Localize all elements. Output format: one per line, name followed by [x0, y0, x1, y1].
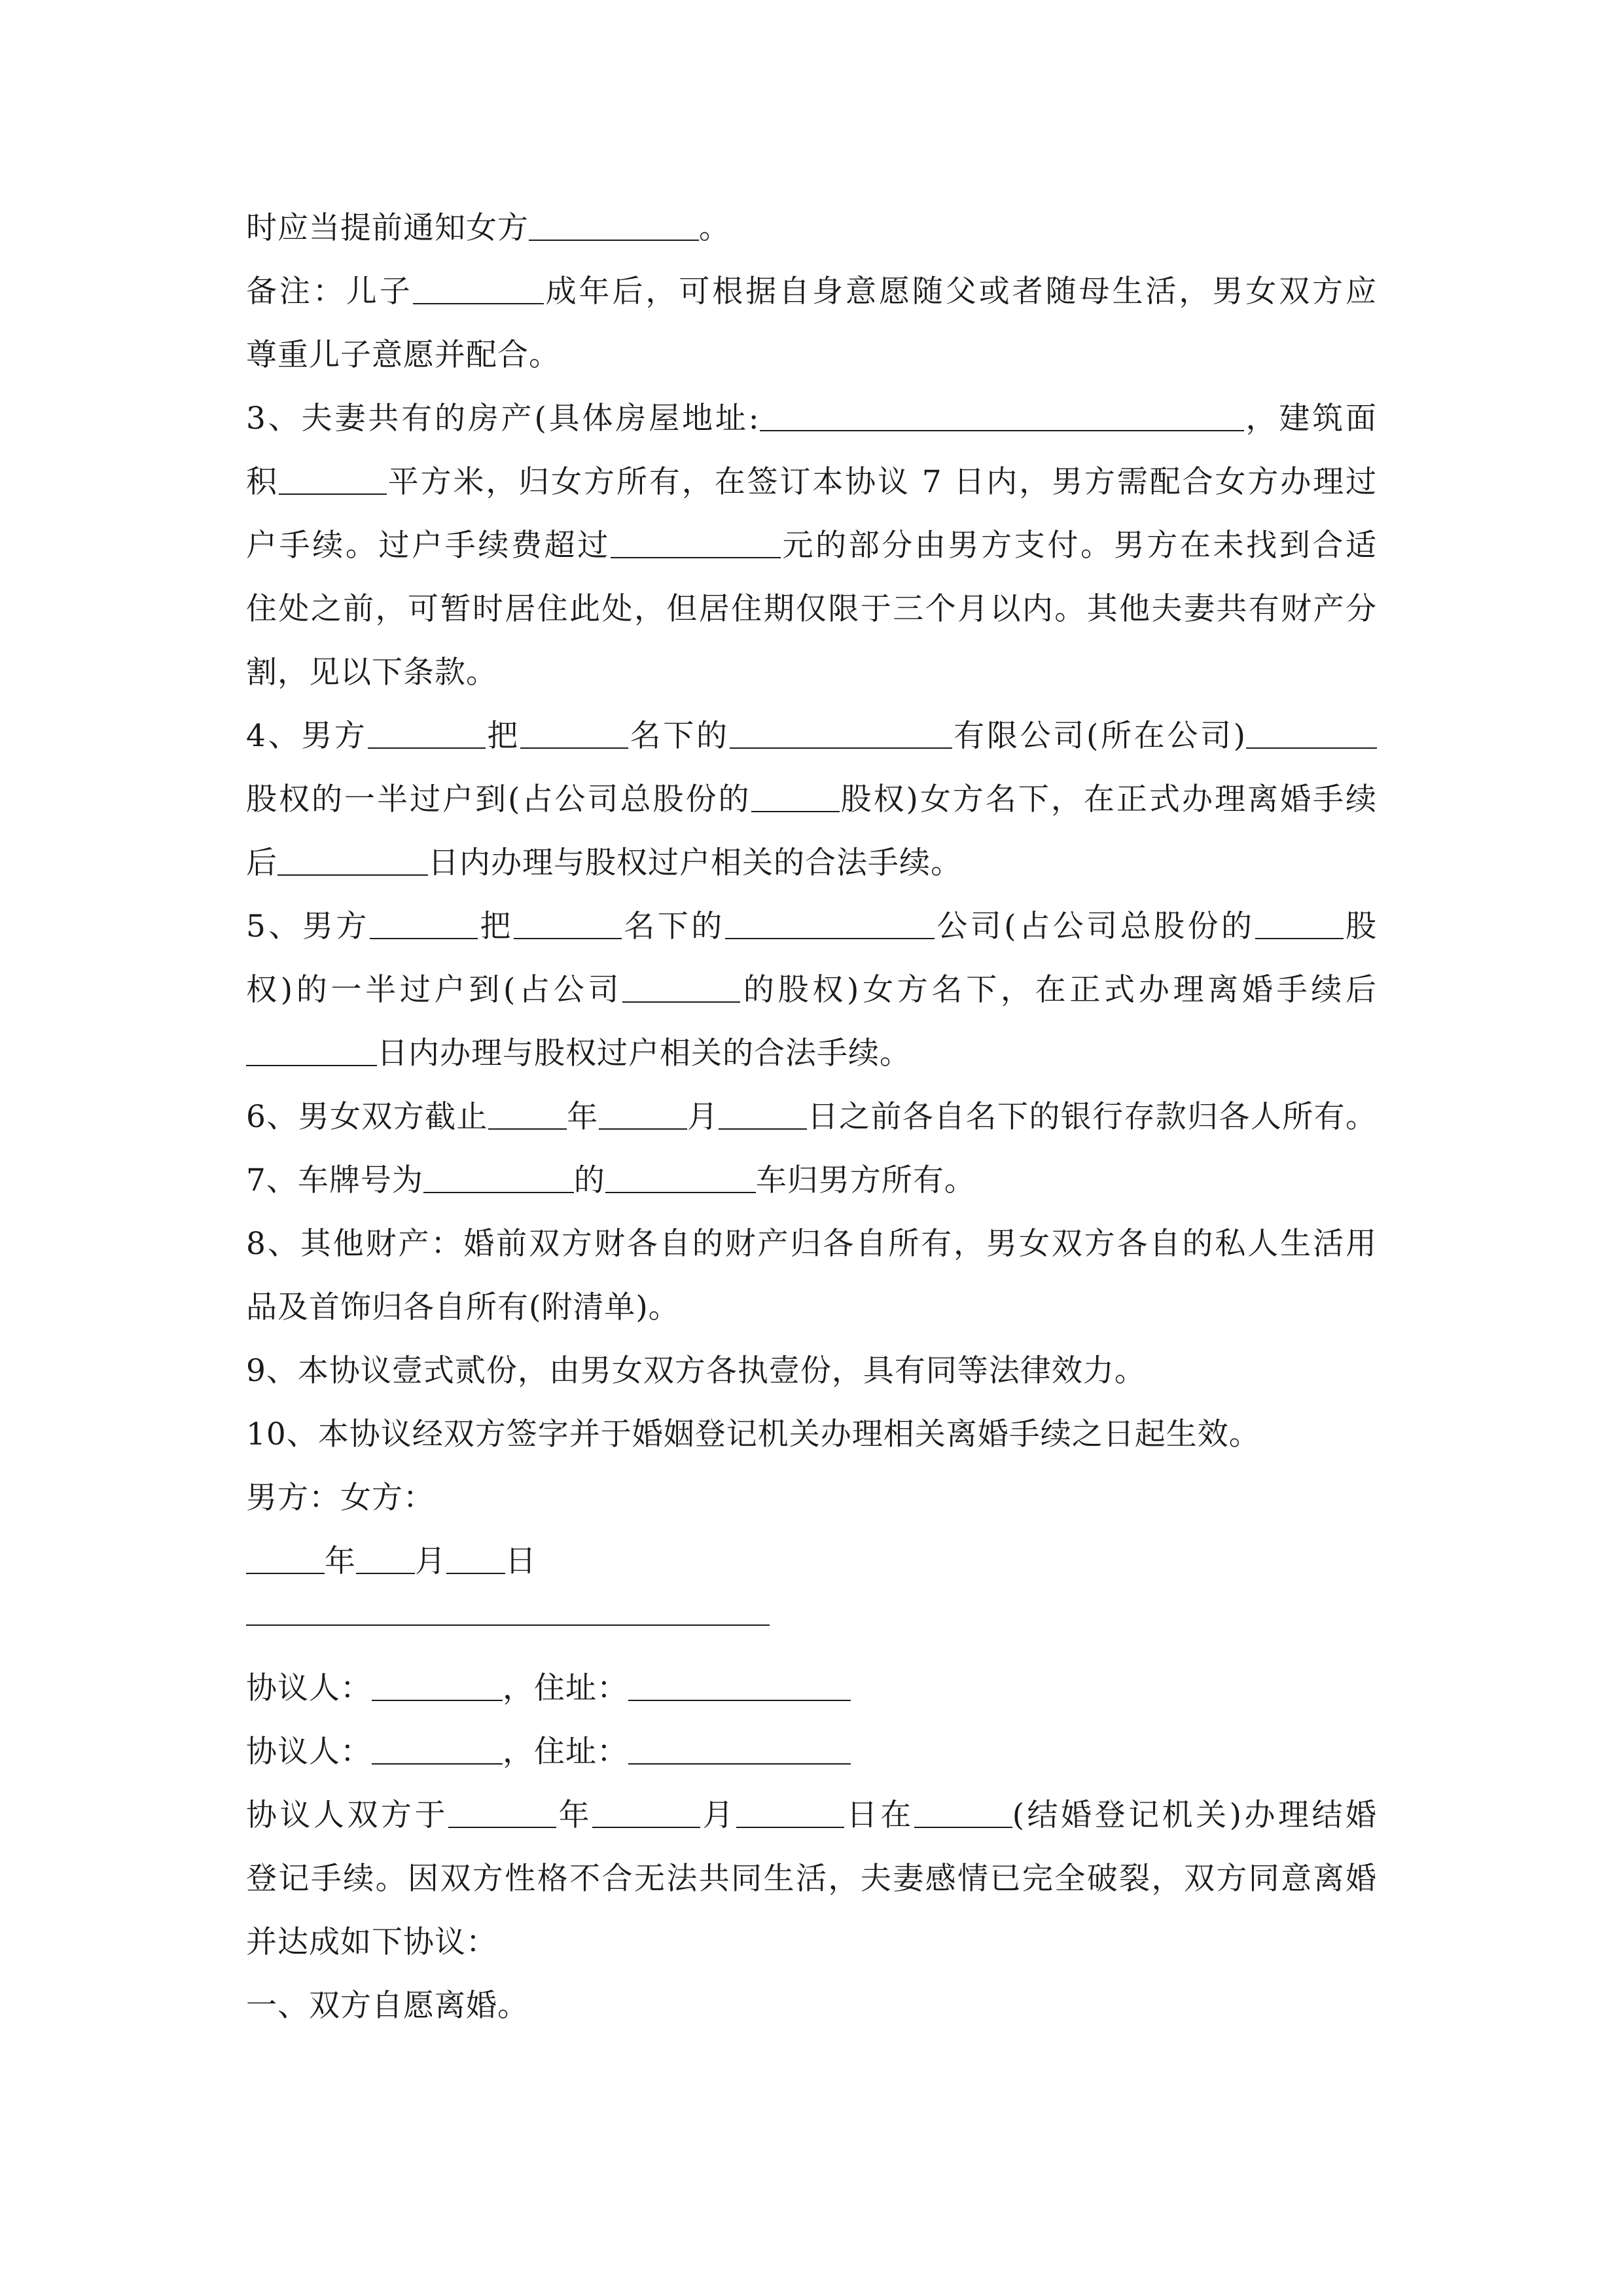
- text-line: [246, 1022, 1377, 1085]
- line-text: 日: [505, 1543, 537, 1579]
- text-line: [246, 1085, 1377, 1149]
- text-line: [246, 768, 1377, 831]
- text-line: [246, 958, 1377, 1022]
- fill-in-blank[interactable]: [370, 912, 478, 939]
- line-text: 车归男方所有。: [755, 1162, 976, 1198]
- party-address-blank[interactable]: [628, 1674, 851, 1701]
- text-line: 尊重儿子意愿并配合。: [246, 337, 560, 373]
- text-line: 住处之前，可暂时居住此处，但居住期仅限于三个月以内。其他夫妻共有财产分: [246, 591, 1377, 627]
- agreement-page: [246, 196, 1377, 2037]
- party-line: [246, 1657, 1377, 1720]
- line-text: 平方米，归女方所有，在签订本协议 7 日内，男方需配合女方办理过: [386, 464, 1378, 500]
- vehicle-blank[interactable]: [605, 1166, 756, 1193]
- line-text: ，住址：: [503, 1734, 628, 1770]
- line-text: 权)的一半过户到(占公司: [246, 972, 623, 1008]
- month-blank[interactable]: [599, 1102, 687, 1130]
- line-text: 积: [246, 464, 279, 500]
- line-text: 协议人：: [246, 1670, 372, 1706]
- line-text: 时应当提前通知女方: [246, 210, 529, 246]
- line-text: 把: [485, 718, 520, 754]
- fill-in-blank[interactable]: [413, 277, 544, 304]
- line-text: 有限公司(所在公司): [952, 718, 1247, 754]
- days-blank[interactable]: [246, 1039, 377, 1066]
- text-line: [246, 895, 1377, 958]
- amount-blank[interactable]: [611, 531, 781, 558]
- text-line: 10、本协议经双方签字并于婚姻登记机关办理相关离婚手续之日起生效。: [246, 1416, 1260, 1452]
- line-text: (结婚登记机关)办理结婚: [1012, 1797, 1378, 1833]
- party-address-blank[interactable]: [628, 1737, 851, 1765]
- separator-rule: [246, 1593, 770, 1626]
- area-blank[interactable]: [279, 467, 387, 495]
- year-blank[interactable]: [488, 1102, 567, 1130]
- line-text: 股: [1343, 908, 1378, 944]
- date-line: [246, 1530, 1377, 1593]
- line-text: ，住址：: [503, 1670, 628, 1706]
- line-text: 元的部分由男方支付。男方在未找到合适: [780, 528, 1377, 564]
- text-line: 并达成如下协议：: [246, 1924, 497, 1960]
- line-text: 4、男方: [246, 718, 368, 754]
- party-line: [246, 1720, 1377, 1784]
- line-text: 公司(占公司总股份的: [934, 908, 1255, 944]
- fill-in-blank[interactable]: [514, 912, 622, 939]
- line-text: 日内办理与股权过户相关的合法手续。: [377, 1035, 911, 1071]
- day-blank[interactable]: [736, 1801, 844, 1828]
- line-text: 7、车牌号为: [246, 1162, 423, 1198]
- line-text: 备注：儿子: [246, 274, 413, 310]
- line-text: 名下的: [621, 908, 725, 944]
- line-text: 日之前各自名下的银行存款归各人所有。: [807, 1099, 1378, 1135]
- day-blank[interactable]: [446, 1547, 505, 1574]
- days-blank[interactable]: [277, 848, 428, 876]
- line-text: 协议人：: [246, 1734, 372, 1770]
- text-line: [246, 831, 1377, 895]
- text-line: 9、本协议壹式贰份，由男女双方各执壹份，具有同等法律效力。: [246, 1353, 1146, 1389]
- month-blank[interactable]: [592, 1801, 700, 1828]
- party-name-blank[interactable]: [372, 1674, 503, 1701]
- line-text: 5、男方: [246, 908, 370, 944]
- text-line: [246, 1149, 1377, 1212]
- address-blank[interactable]: [760, 404, 1244, 431]
- line-text: 股权的一半过户到(占公司总股份的: [246, 781, 751, 817]
- line-text: 户手续。过户手续费超过: [246, 528, 611, 564]
- line-text: 后: [246, 845, 277, 881]
- day-blank[interactable]: [719, 1102, 807, 1130]
- line-text: 6、男女双方截止: [246, 1099, 488, 1135]
- line-text: 名下的: [628, 718, 730, 754]
- text-line: 品及首饰归各自所有(附清单)。: [246, 1289, 680, 1325]
- year-blank[interactable]: [448, 1801, 556, 1828]
- section-heading: 一、双方自愿离婚。: [246, 1988, 529, 2024]
- month-blank[interactable]: [356, 1547, 415, 1574]
- line-text: 年: [566, 1099, 599, 1135]
- text-line: [246, 514, 1377, 577]
- text-line: 割，见以下条款。: [246, 655, 497, 691]
- fill-in-blank[interactable]: [520, 721, 628, 749]
- fill-in-blank[interactable]: [368, 721, 486, 749]
- text-line: 8、其他财产：婚前双方财各自的财产归各自所有，男女双方各自的私人生活用: [246, 1226, 1377, 1262]
- line-text: 。: [699, 210, 730, 246]
- share-blank[interactable]: [751, 785, 840, 812]
- fill-in-blank[interactable]: [529, 213, 699, 241]
- line-text: 日内办理与股权过户相关的合法手续。: [428, 845, 962, 881]
- year-blank[interactable]: [246, 1547, 325, 1574]
- line-text: ，建筑面: [1243, 401, 1378, 437]
- text-line: [246, 704, 1377, 768]
- line-text: 月: [700, 1797, 737, 1833]
- text-line: [246, 260, 1377, 323]
- company-blank[interactable]: [730, 721, 952, 749]
- fill-in-blank[interactable]: [1246, 721, 1377, 749]
- text-line: [246, 196, 1377, 260]
- line-text: 3、夫妻共有的房产(具体房屋地址:: [246, 401, 760, 437]
- line-text: 年: [325, 1543, 356, 1579]
- line-text: 股权)女方名下，在正式办理离婚手续: [839, 781, 1377, 817]
- party-name-blank[interactable]: [372, 1737, 503, 1765]
- share-blank[interactable]: [622, 975, 740, 1003]
- line-text: 的: [573, 1162, 605, 1198]
- text-line: 登记手续。因双方性格不合无法共同生活，夫妻感情已完全破裂，双方同意离婚: [246, 1861, 1377, 1897]
- line-text: 把: [477, 908, 514, 944]
- text-line: [246, 387, 1377, 450]
- plate-blank[interactable]: [423, 1166, 574, 1193]
- text-line: [246, 1784, 1377, 1847]
- line-text: 成年后，可根据自身意愿随父或者随母生活，男女双方应: [543, 274, 1378, 310]
- line-text: 协议人双方于: [246, 1797, 449, 1833]
- line-text: 日在: [844, 1797, 914, 1833]
- line-text: 月: [415, 1543, 446, 1579]
- registry-blank[interactable]: [914, 1801, 1012, 1828]
- text-line: [246, 450, 1377, 514]
- line-text: 的股权)女方名下，在正式办理离婚手续后: [740, 972, 1377, 1008]
- separator-line: [246, 1593, 1377, 1657]
- line-text: 年: [556, 1797, 593, 1833]
- company-blank[interactable]: [725, 912, 935, 939]
- signature-line: 男方：女方：: [246, 1480, 435, 1516]
- share-blank[interactable]: [1255, 912, 1344, 939]
- line-text: 月: [687, 1099, 719, 1135]
